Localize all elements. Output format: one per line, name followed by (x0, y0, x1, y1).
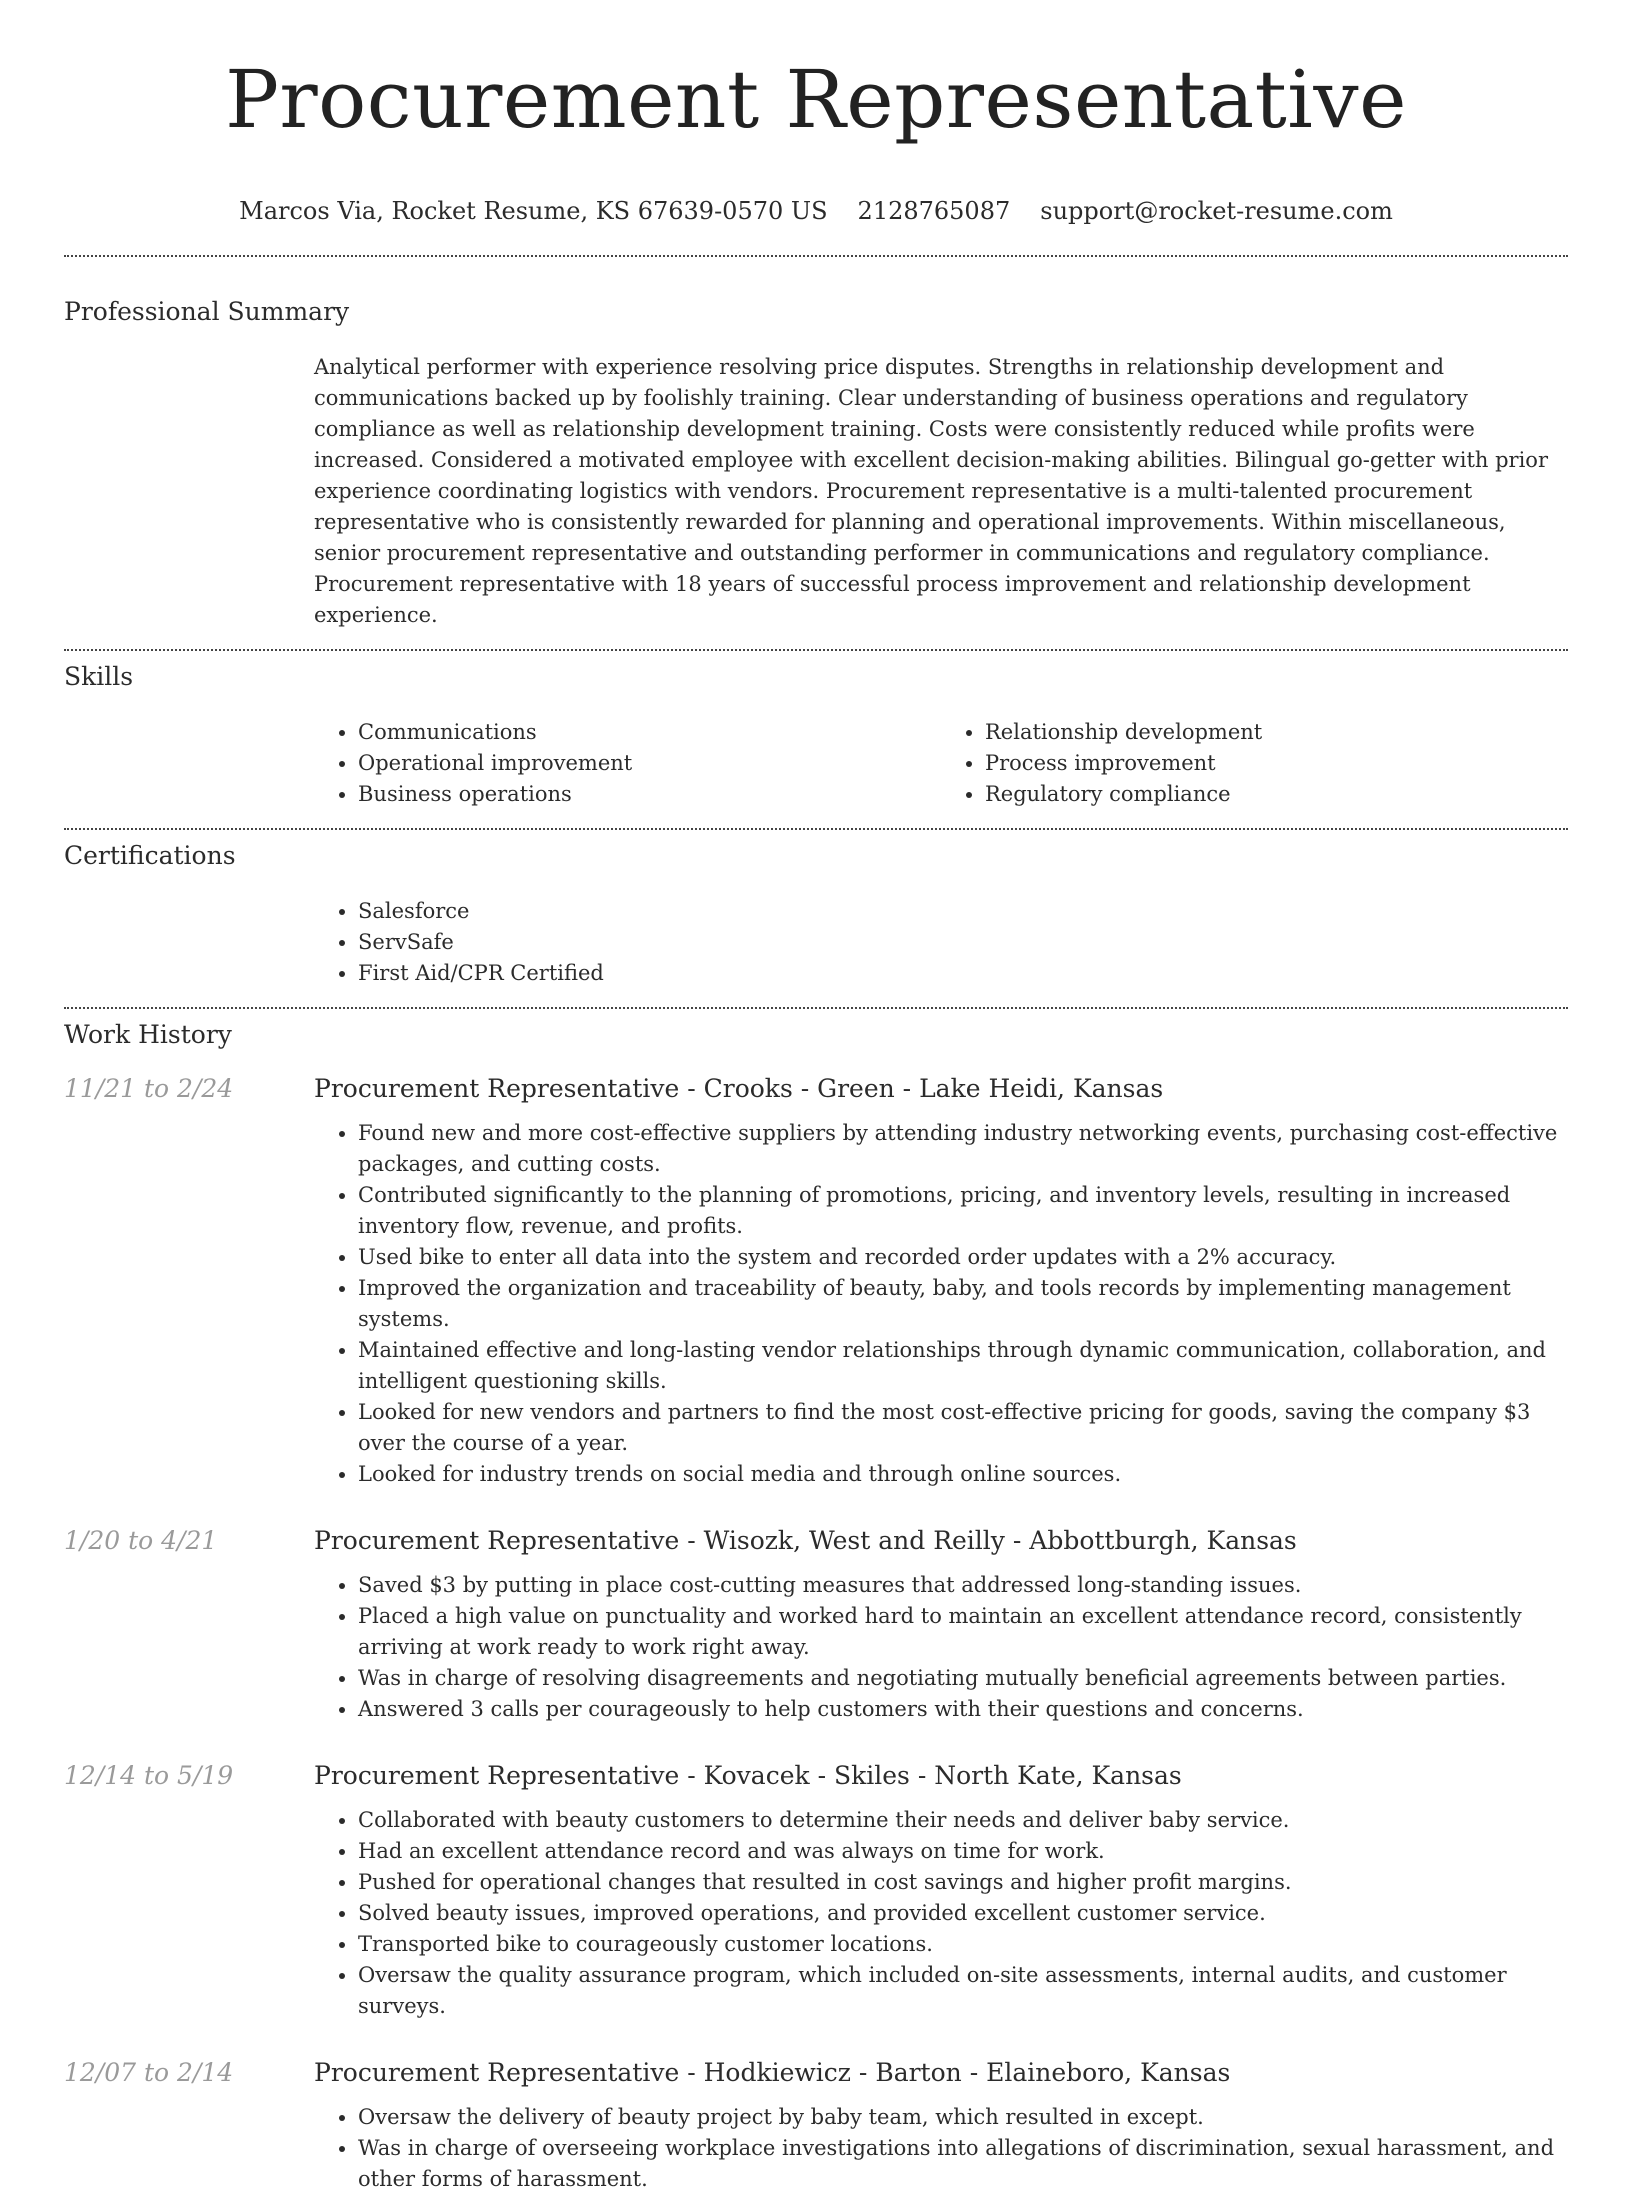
skills-list (314, 717, 1568, 810)
job-bullets (314, 1805, 1568, 2022)
job-bullets (314, 1118, 1568, 1490)
contact-line (64, 196, 1568, 226)
resume-page (64, 0, 1568, 2195)
job-bullet: • Had an excellent attendance record and was always on time for work. (358, 1836, 1568, 1867)
job-bullet: • Answered 3 calls per courageously to help customers with their questions and concerns. (358, 1694, 1568, 1725)
job-bullet: • Transported bike to courageously customer locations. (358, 1929, 1568, 1960)
job-bullet: • Oversaw the quality assurance program, which included on-site assessments, internal audits, and customer surveys. (358, 1960, 1568, 2022)
summary-heading: Professional Summary (64, 297, 350, 326)
skill-item: • Regulatory compliance (985, 779, 1568, 810)
job-body (314, 1524, 1568, 1725)
contact-email: support@rocket-resume.com (1040, 197, 1393, 225)
job-title: Procurement Representative - Kovacek - Skiles - North Kate, Kansas (314, 1761, 1182, 1790)
contact-phone: 2128765087 (857, 197, 1011, 225)
divider (64, 649, 1568, 651)
job-bullet: • Oversaw the delivery of beauty project by baby team, which resulted in except. (358, 2102, 1568, 2133)
job-entry (64, 2056, 1568, 2195)
job-bullet: • Contributed significantly to the planning of promotions, pricing, and inventory levels, resulting in increased inventory flow, revenue, and profits. (358, 1180, 1568, 1242)
job-bullet: • Was in charge of resolving disagreements and negotiating mutually beneficial agreements between parties. (358, 1663, 1568, 1694)
divider (64, 255, 1568, 257)
job-bullet: • Saved $3 by putting in place cost-cutting measures that addressed long-standing issues. (358, 1570, 1568, 1601)
skills-column-left (314, 717, 941, 810)
contact-address: Marcos Via, Rocket Resume, KS 67639-0570 US (239, 197, 828, 225)
job-entry (64, 1072, 1568, 1490)
certifications-heading: Certifications (64, 841, 236, 870)
skill-item: • Process improvement (985, 748, 1568, 779)
job-body (314, 2056, 1568, 2195)
job-bullet: • Looked for industry trends on social media and through online sources. (358, 1459, 1568, 1490)
summary-text: Analytical performer with experience resolving price disputes. Strengths in relationship development and communications backed up by foolishly training. Clear understanding of business operations and regulatory compliance as well as relationship development training. Costs were consistently reduced while profits were increased. Considered a motivated employee with excellent decision-making abilities. Bilingual go-getter with prior experience coordinating logistics with vendors. Procurement representative is a multi-talented procurement representative who is consistently rewarded for planning and operational improvements. Within miscellaneous, senior procurement representative and outstanding performer in communications and regulatory compliance. Procurement representative with 18 years of successful process improvement and relationship development experience. (314, 355, 1548, 627)
certification-item: • First Aid/CPR Certified (358, 958, 1568, 989)
job-bullet: • Used bike to enter all data into the system and recorded order updates with a 2% accuracy. (358, 1242, 1568, 1273)
job-bullets (314, 2102, 1568, 2195)
divider (64, 1007, 1568, 1009)
skills-column-right (941, 717, 1568, 810)
job-entry (64, 1759, 1568, 2022)
job-body (314, 1759, 1568, 2022)
job-dates: 12/07 to 2/14 (64, 2058, 234, 2087)
job-bullet: • Pushed for operational changes that resulted in cost savings and higher profit margins. (358, 1867, 1568, 1898)
job-title: Procurement Representative - Crooks - Green - Lake Heidi, Kansas (314, 1074, 1164, 1103)
certification-item: • ServSafe (358, 927, 1568, 958)
job-bullet: • Collaborated with beauty customers to determine their needs and deliver baby service. (358, 1805, 1568, 1836)
job-dates: 1/20 to 4/21 (64, 1526, 218, 1555)
skill-item: • Operational improvement (358, 748, 941, 779)
job-bullet: • Solved beauty issues, improved operations, and provided excellent customer service. (358, 1898, 1568, 1929)
job-body (314, 1072, 1568, 1490)
job-bullet: • Looked for new vendors and partners to find the most cost-effective pricing for goods, saving the company $3 over the course of a year. (358, 1397, 1568, 1459)
work-history-heading: Work History (64, 1020, 232, 1049)
skill-item: • Relationship development (985, 717, 1568, 748)
skill-item: • Business operations (358, 779, 941, 810)
job-bullet: • Improved the organization and traceability of beauty, baby, and tools records by implementing management systems. (358, 1273, 1568, 1335)
job-bullets (314, 1570, 1568, 1725)
resume-title: Procurement Representative (225, 53, 1407, 146)
skill-item: • Communications (358, 717, 941, 748)
job-title: Procurement Representative - Hodkiewicz - Barton - Elaineboro, Kansas (314, 2058, 1231, 2087)
job-bullet: • Was in charge of overseeing workplace investigations into allegations of discrimination, sexual harassment, and other forms of harassment. (358, 2133, 1568, 2195)
job-bullet: • Found new and more cost-effective suppliers by attending industry networking events, purchasing cost-effective packages, and cutting costs. (358, 1118, 1568, 1180)
job-dates: 12/14 to 5/19 (64, 1761, 234, 1790)
job-dates: 11/21 to 2/24 (64, 1074, 234, 1103)
certification-item: • Salesforce (358, 896, 1568, 927)
job-entry (64, 1524, 1568, 1725)
skills-heading: Skills (64, 662, 134, 691)
job-bullet: • Placed a high value on punctuality and worked hard to maintain an excellent attendance record, consistently arriving at work ready to work right away. (358, 1601, 1568, 1663)
certifications-list (314, 896, 1568, 989)
job-bullet: • Maintained effective and long-lasting vendor relationships through dynamic communication, collaboration, and intelligent questioning skills. (358, 1335, 1568, 1397)
job-title: Procurement Representative - Wisozk, West and Reilly - Abbottburgh, Kansas (314, 1526, 1297, 1555)
divider (64, 828, 1568, 830)
